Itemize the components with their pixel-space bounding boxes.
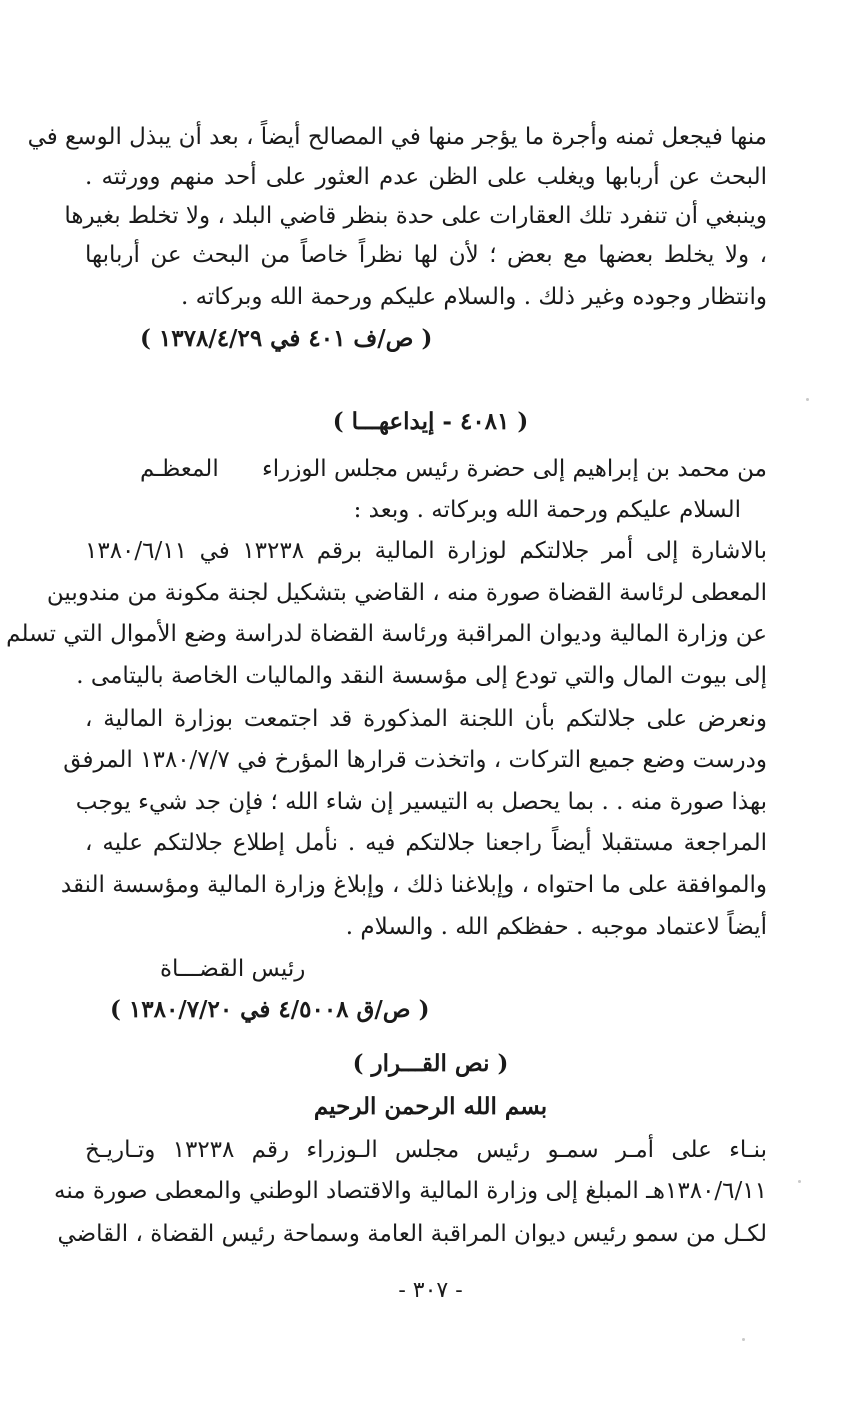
- source-reference: ( ص/ق ٤/٥٠٠٨ في ١٣٨٠/٧/٢٠ ): [110, 996, 430, 1023]
- letter-body-line: والموافقة على ما احتواه ، وإبلاغنا ذلك ، وإبلاغ وزارة المالية ومؤسسة النقد: [60, 872, 767, 898]
- letter-body-line: المعطى لرئاسة القضاة صورة منه ، القاضي بتشكيل لجنة مكونة من مندوبين: [46, 580, 767, 606]
- letter-address: من محمد بن إبراهيم إلى حضرة رئيس مجلس الوزراء: [261, 456, 767, 482]
- letter-body-line: إلى بيوت المال والتي تودع إلى مؤسسة النقد والماليات الخاصة باليتامى .: [76, 663, 767, 689]
- letter-address-honorific: المعظـم: [140, 456, 219, 482]
- paragraph-line: منها فيجعل ثمنه وأجرة ما يؤجر منها في المصالح أيضاً ، بعد أن يبذل الوسع في: [27, 124, 767, 150]
- letter-greeting: السلام عليكم ورحمة الله وبركاته . وبعد :: [353, 497, 741, 523]
- letter-body-line: بالاشارة إلى أمر جلالتكم لوزارة المالية برقم ١٣٢٣٨ في ١٣٨٠/٦/١١: [85, 538, 767, 564]
- letter-body-line: المراجعة مستقبلا أيضاً راجعنا جلالتكم فيه . نأمل إطلاع جلالتكم عليه ،: [85, 830, 767, 856]
- letter-body-line: ونعرض على جلالتكم بأن اللجنة المذكورة قد اجتمعت بوزارة المالية ،: [85, 706, 767, 732]
- letter-body-line: عن وزارة المالية وديوان المراقبة ورئاسة القضاة لدراسة وضع الأموال التي تسلم: [6, 621, 767, 647]
- page-number: - ٣٠٧ -: [398, 1278, 463, 1303]
- paragraph-line: وانتظار وجوده وغير ذلك . والسلام عليكم ورحمة الله وبركاته .: [180, 284, 767, 310]
- scan-speck: [798, 1180, 801, 1183]
- section-heading: ( ٤٠٨١ - إيداعهـــا ): [332, 408, 529, 435]
- scan-speck: [742, 1338, 745, 1341]
- paragraph-line: وينبغي أن تنفرد تلك العقارات على حدة بنظر قاضي البلد ، ولا تخلط بغيرها: [64, 203, 767, 229]
- letter-body-line: بهذا صورة منه . . بما يحصل به التيسير إن شاء الله ؛ فإن جد شيء يوجب: [75, 789, 767, 815]
- decision-line: ١٣٨٠/٦/١١هـ المبلغ إلى وزارة المالية والاقتصاد الوطني والمعطى صورة منه: [54, 1178, 767, 1204]
- letter-body-line: أيضاً لاعتماد موجبه . حفظكم الله . والسلام .: [345, 914, 767, 940]
- paragraph-line: ، ولا يخلط بعضها مع بعض ؛ لأن لها نظراً خاصاً من البحث عن أربابها: [85, 242, 767, 268]
- decision-line: بنـاء على أمـر سمـو رئيس مجلس الـوزراء رقم ١٣٢٣٨ وتـاريـخ: [85, 1137, 767, 1163]
- signature-title: رئيس القضـــاة: [160, 956, 306, 982]
- paragraph-line: البحث عن أربابها ويغلب على الظن عدم العثور على أحد منهم وورثته .: [85, 164, 767, 190]
- source-reference: ( ص/ف ٤٠١ في ١٣٧٨/٤/٢٩ ): [140, 325, 433, 352]
- scan-speck: [806, 398, 809, 401]
- decision-heading: ( نص القـــرار ): [352, 1050, 509, 1077]
- decision-line: لكـل من سمو رئيس ديوان المراقبة العامة وسماحة رئيس القضاة ، القاضي: [57, 1221, 767, 1247]
- letter-body-line: ودرست وضع جميع التركات ، واتخذت قرارها المؤرخ في ١٣٨٠/٧/٧ المرفق: [63, 747, 767, 773]
- basmala: بسم الله الرحمن الرحيم: [313, 1093, 548, 1120]
